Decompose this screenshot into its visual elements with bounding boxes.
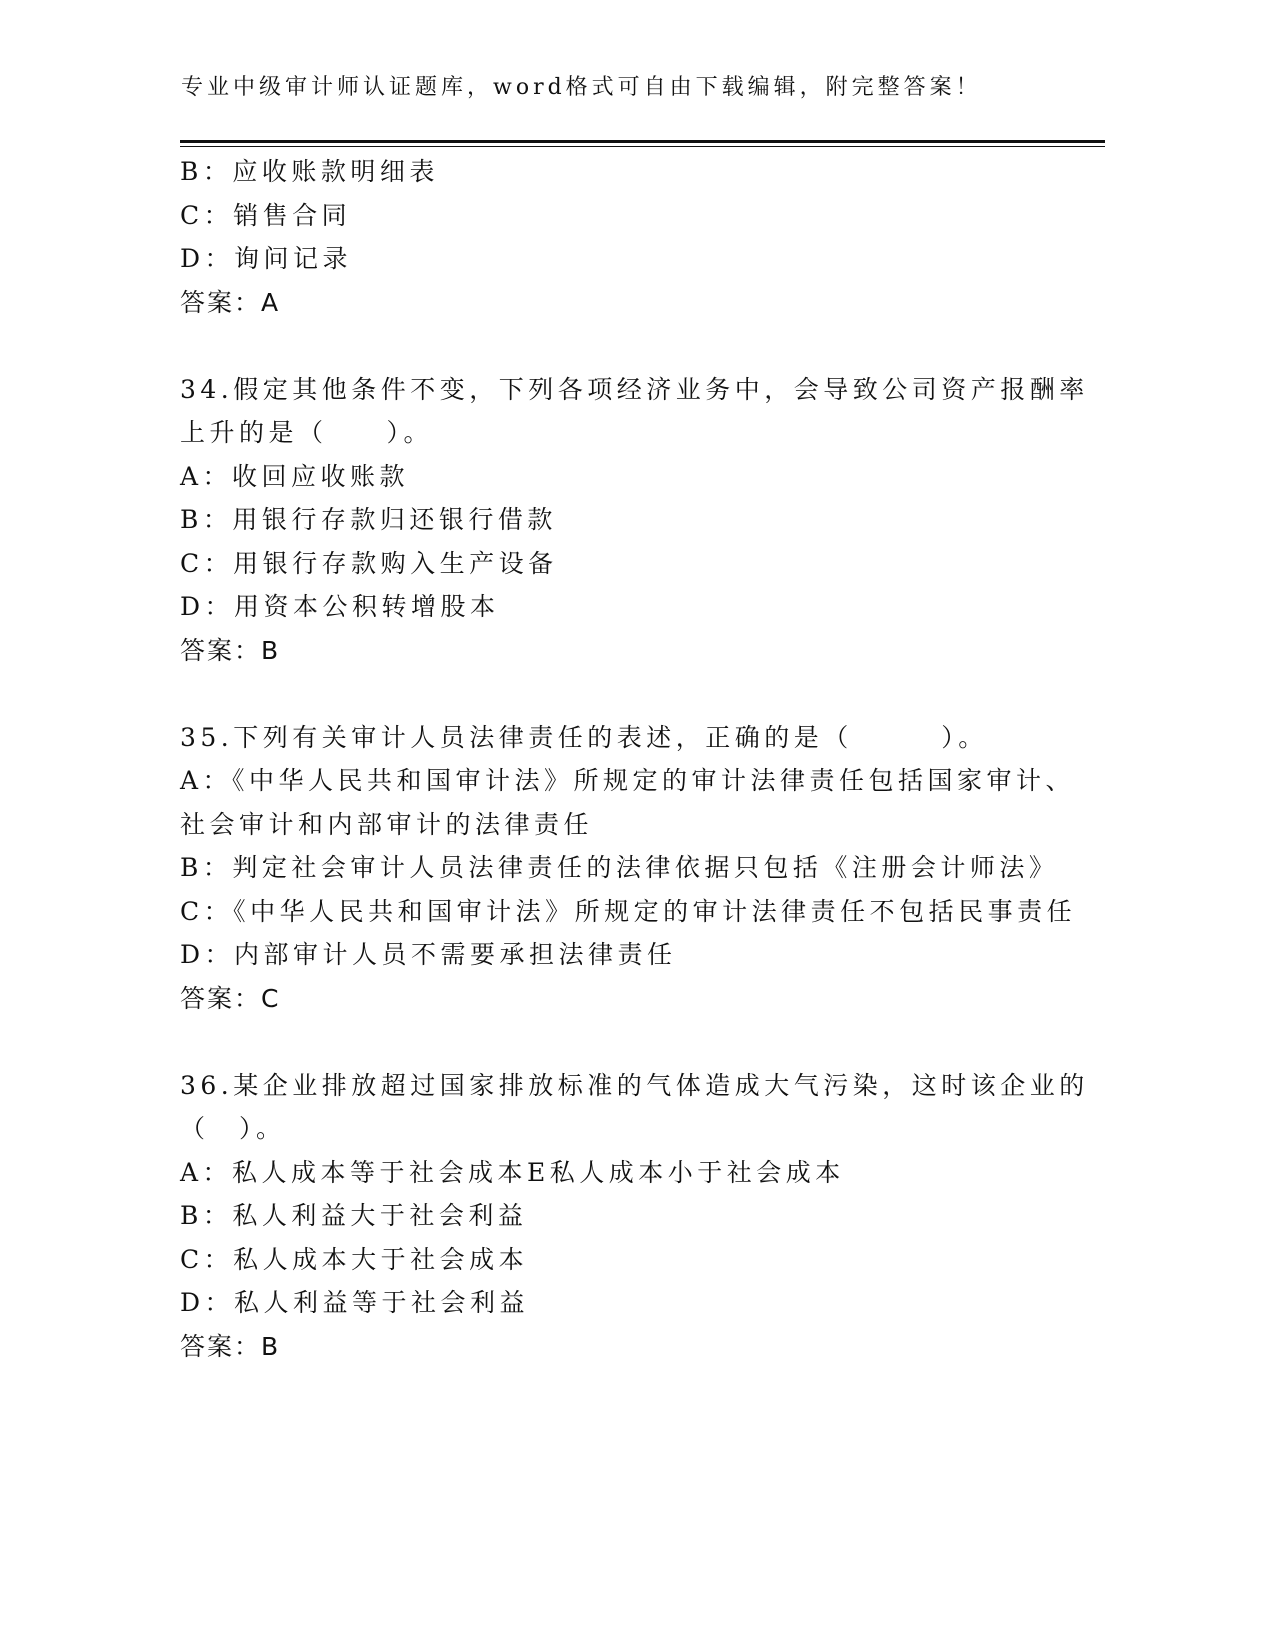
question-stem: 35.下列有关审计人员法律责任的表述，正确的是（ ）。 (180, 722, 988, 752)
option-a: A：《中华人民共和国审计法》所规定的审计法律责任包括国家审计、 (180, 766, 1076, 795)
option-c: C：用银行存款购入生产设备 (180, 548, 558, 578)
header-rule-thick (180, 140, 1105, 143)
option-c: C：《中华人民共和国审计法》所规定的审计法律责任不包括民事责任 (180, 896, 1077, 926)
option-b: B：私人利益大于社会利益 (180, 1201, 528, 1230)
option-a: A：收回应收账款 (180, 461, 410, 491)
header-rule-thin (180, 146, 1105, 147)
page-header: 专业中级审计师认证题库，word格式可自由下载编辑，附完整答案！ (181, 75, 982, 100)
option-c: C：私人成本大于社会成本 (180, 1244, 529, 1274)
answer-line: 答案：B (180, 1331, 281, 1361)
option-c: C：销售合同 (180, 200, 352, 230)
spacer (180, 324, 1080, 368)
question-stem: 上升的是（ ）。 (180, 418, 434, 447)
answer-line: 答案：B (180, 635, 281, 665)
option-b: B：判定社会审计人员法律责任的法律依据只包括《注册会计师法》 (180, 853, 1059, 882)
answer-line: 答案：A (180, 287, 281, 317)
spacer (180, 672, 1080, 716)
option-d: D：用资本公积转增股本 (180, 592, 500, 621)
option-d: D：询问记录 (180, 244, 353, 273)
question-stem: 36.某企业排放超过国家排放标准的气体造成大气污染，这时该企业的 (180, 1070, 1089, 1100)
option-d: D：内部审计人员不需要承担法律责任 (180, 940, 677, 969)
question-36 (180, 1064, 1089, 1369)
option-a-continued: 社会审计和内部审计的法律责任 (180, 809, 594, 839)
option-d: D：私人利益等于社会利益 (180, 1288, 530, 1317)
answer-line: 答案：C (180, 983, 281, 1013)
question-34 (180, 368, 1089, 673)
question-stem: （ ）。 (180, 1114, 286, 1143)
option-b: B：用银行存款归还银行借款 (180, 505, 557, 534)
prev-question-block (180, 150, 1080, 324)
spacer (180, 1020, 1080, 1064)
option-b: B：应收账款明细表 (180, 157, 439, 186)
question-stem: 34.假定其他条件不变，下列各项经济业务中，会导致公司资产报酬率 (180, 374, 1089, 404)
question-35 (180, 716, 1080, 1021)
question-content (180, 150, 1089, 1368)
option-a: A：私人成本等于社会成本E私人成本小于社会成本 (180, 1157, 845, 1187)
